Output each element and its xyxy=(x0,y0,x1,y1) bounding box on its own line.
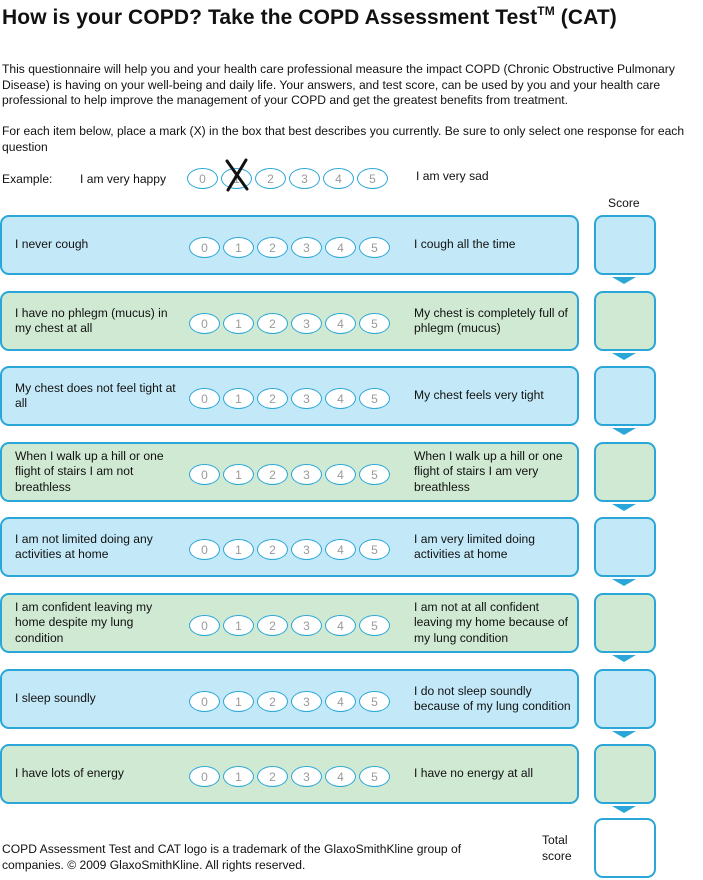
item-score-box[interactable] xyxy=(594,366,656,426)
rating-option-5[interactable]: 5 xyxy=(359,313,390,334)
rating-option-0[interactable]: 0 xyxy=(189,766,220,787)
question-left-statement: When I walk up a hill or one flight of stairs I am not breathless xyxy=(15,448,164,494)
rating-option-1[interactable]: 1 xyxy=(223,388,254,409)
item-score-box[interactable] xyxy=(594,442,656,502)
down-arrow-icon xyxy=(612,277,636,284)
question-left-statement: I am confident leaving my home despite my lung condition xyxy=(15,599,153,645)
rating-option-0[interactable]: 0 xyxy=(189,539,220,560)
rating-option-2[interactable]: 2 xyxy=(257,237,288,258)
rating-option-4[interactable]: 4 xyxy=(325,766,356,787)
rating-option-1[interactable]: 1 xyxy=(223,313,254,334)
example-right-statement: I am very sad xyxy=(416,169,489,183)
rating-option-4[interactable]: 4 xyxy=(325,691,356,712)
item-score-box[interactable] xyxy=(594,291,656,351)
example-option-4: 4 xyxy=(323,168,354,189)
rating-option-1[interactable]: 1 xyxy=(223,691,254,712)
x-mark-icon xyxy=(219,158,255,192)
down-arrow-icon xyxy=(612,731,636,738)
rating-option-4[interactable]: 4 xyxy=(325,388,356,409)
down-arrow-icon xyxy=(612,428,636,435)
rating-option-1[interactable]: 1 xyxy=(223,237,254,258)
rating-scale xyxy=(189,615,390,636)
rating-option-2[interactable]: 2 xyxy=(257,691,288,712)
rating-option-0[interactable]: 0 xyxy=(189,464,220,485)
question-left-statement: I sleep soundly xyxy=(15,691,96,706)
rating-option-2[interactable]: 2 xyxy=(257,615,288,636)
total-score-label: Total score xyxy=(542,833,572,863)
item-score-box[interactable] xyxy=(594,744,656,804)
question-right-statement: When I walk up a hill or one flight of stairs I am very breathless xyxy=(414,448,563,494)
rating-option-5[interactable]: 5 xyxy=(359,237,390,258)
rating-option-0[interactable]: 0 xyxy=(189,237,220,258)
rating-option-5[interactable]: 5 xyxy=(359,464,390,485)
rating-option-1[interactable]: 1 xyxy=(223,766,254,787)
question-row xyxy=(0,593,579,653)
score-column-header: Score xyxy=(608,196,640,210)
question-right-statement: I do not sleep soundly because of my lung condition xyxy=(414,683,571,713)
example-option-5: 5 xyxy=(357,168,388,189)
question-right-statement: I am not at all confident leaving my home because of my lung condition xyxy=(414,599,568,645)
question-left-statement: I am not limited doing any activities at home xyxy=(15,531,153,561)
rating-option-4[interactable]: 4 xyxy=(325,615,356,636)
rating-option-4[interactable]: 4 xyxy=(325,313,356,334)
down-arrow-icon xyxy=(612,655,636,662)
rating-option-0[interactable]: 0 xyxy=(189,615,220,636)
rating-scale xyxy=(189,388,390,409)
instructions-paragraph: For each item below, place a mark (X) in the box that best describes you currently. Be sure to only select one response for each question xyxy=(2,124,685,154)
total-score-box[interactable] xyxy=(594,818,656,878)
rating-option-3[interactable]: 3 xyxy=(291,464,322,485)
down-arrow-icon xyxy=(612,504,636,511)
question-right-statement: I have no energy at all xyxy=(414,766,534,781)
rating-scale xyxy=(189,237,390,258)
page-title: How is your COPD? Take the COPD Assessment Test™ (CAT) xyxy=(2,4,617,29)
question-right-statement: I am very limited doing activities at home xyxy=(414,531,535,561)
example-option-2: 2 xyxy=(255,168,286,189)
rating-option-2[interactable]: 2 xyxy=(257,388,288,409)
question-right-statement: I cough all the time xyxy=(414,237,516,252)
item-score-box[interactable] xyxy=(594,517,656,577)
down-arrow-icon xyxy=(612,579,636,586)
question-right-statement: My chest feels very tight xyxy=(414,388,544,403)
question-row xyxy=(0,215,579,275)
example-label: Example: xyxy=(2,172,53,186)
example-left-statement: I am very happy xyxy=(80,172,167,186)
question-row xyxy=(0,291,579,351)
rating-option-0[interactable]: 0 xyxy=(189,691,220,712)
rating-option-3[interactable]: 3 xyxy=(291,237,322,258)
question-left-statement: I have lots of energy xyxy=(15,766,124,781)
question-left-statement: I never cough xyxy=(15,237,89,252)
rating-scale xyxy=(189,313,390,334)
rating-option-4[interactable]: 4 xyxy=(325,237,356,258)
item-score-box[interactable] xyxy=(594,669,656,729)
rating-option-5[interactable]: 5 xyxy=(359,766,390,787)
rating-option-2[interactable]: 2 xyxy=(257,464,288,485)
rating-option-5[interactable]: 5 xyxy=(359,539,390,560)
question-left-statement: I have no phlegm (mucus) in my chest at all xyxy=(15,305,168,335)
rating-option-4[interactable]: 4 xyxy=(325,539,356,560)
rating-option-1[interactable]: 1 xyxy=(223,539,254,560)
question-row xyxy=(0,442,579,502)
question-row xyxy=(0,517,579,577)
copyright-footer: COPD Assessment Test and CAT logo is a trademark of the GlaxoSmithKline group of companies. © 2009 GlaxoSmithKline. All rights reserved. xyxy=(2,842,462,872)
rating-option-3[interactable]: 3 xyxy=(291,691,322,712)
rating-option-5[interactable]: 5 xyxy=(359,388,390,409)
rating-scale xyxy=(189,539,390,560)
rating-option-4[interactable]: 4 xyxy=(325,464,356,485)
down-arrow-icon xyxy=(612,353,636,360)
question-row xyxy=(0,669,579,729)
rating-option-3[interactable]: 3 xyxy=(291,313,322,334)
item-score-box[interactable] xyxy=(594,215,656,275)
item-score-box[interactable] xyxy=(594,593,656,653)
rating-option-3[interactable]: 3 xyxy=(291,388,322,409)
rating-option-3[interactable]: 3 xyxy=(291,615,322,636)
question-row xyxy=(0,744,579,804)
rating-option-5[interactable]: 5 xyxy=(359,691,390,712)
down-arrow-icon xyxy=(612,806,636,813)
rating-scale xyxy=(189,464,390,485)
question-left-statement: My chest does not feel tight at all xyxy=(15,380,176,410)
rating-option-3[interactable]: 3 xyxy=(291,766,322,787)
example-option-3: 3 xyxy=(289,168,320,189)
example-scale xyxy=(187,168,388,189)
question-row xyxy=(0,366,579,426)
question-right-statement: My chest is completely full of phlegm (mucus) xyxy=(414,305,568,335)
rating-option-0[interactable]: 0 xyxy=(189,313,220,334)
rating-option-0[interactable]: 0 xyxy=(189,388,220,409)
rating-option-2[interactable]: 2 xyxy=(257,539,288,560)
rating-scale xyxy=(189,766,390,787)
rating-option-1[interactable]: 1 xyxy=(223,615,254,636)
intro-paragraph: This questionnaire will help you and your health care professional measure the impact COPD (Chronic Obstructive Pulmonary Disease) is having on your well-being and daily life. Your answers, and test score, can be used by you and your health care professional to help improve the management of your COPD and get the greatest benefits from treatment. xyxy=(2,62,675,107)
rating-option-2[interactable]: 2 xyxy=(257,313,288,334)
rating-scale xyxy=(189,691,390,712)
rating-option-2[interactable]: 2 xyxy=(257,766,288,787)
rating-option-1[interactable]: 1 xyxy=(223,464,254,485)
rating-option-3[interactable]: 3 xyxy=(291,539,322,560)
rating-option-5[interactable]: 5 xyxy=(359,615,390,636)
example-option-0: 0 xyxy=(187,168,218,189)
